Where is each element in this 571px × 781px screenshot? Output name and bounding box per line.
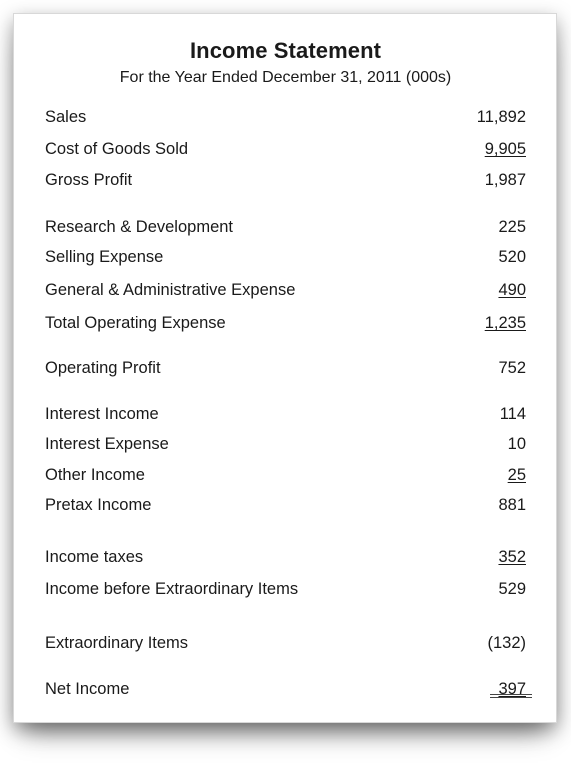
row-label: Interest Expense <box>45 435 169 453</box>
row-interest-expense <box>45 433 526 455</box>
row-label: Net Income <box>45 680 130 698</box>
row-label: Income taxes <box>45 548 144 566</box>
row-extraordinary-items <box>45 632 526 654</box>
row-label: Pretax Income <box>45 496 152 514</box>
row-label: Other Income <box>45 466 145 484</box>
row-value: 397 <box>498 680 526 698</box>
row-interest-income <box>45 403 526 425</box>
row-label: Selling Expense <box>45 248 164 266</box>
row-label: Income before Extraordinary Items <box>45 580 299 598</box>
row-value: 520 <box>498 248 526 266</box>
row-value: 225 <box>498 218 526 236</box>
row-cost-of-goods-sold <box>45 138 526 160</box>
row-value: 352 <box>498 548 526 566</box>
row-gross-profit <box>45 169 526 191</box>
row-label: Cost of Goods Sold <box>45 140 189 158</box>
row-value: 11,892 <box>476 108 526 126</box>
row-value: 490 <box>498 281 526 299</box>
row-label: Gross Profit <box>45 171 133 189</box>
row-label: Operating Profit <box>45 359 161 377</box>
row-research-development <box>45 216 526 238</box>
row-value: 114 <box>499 405 526 423</box>
row-value: 25 <box>507 466 526 484</box>
row-value: 881 <box>498 496 526 514</box>
row-value: 1,987 <box>484 171 526 189</box>
row-general-administrative-expense <box>45 279 526 301</box>
row-label: Research & Development <box>45 218 234 236</box>
row-label: Interest Income <box>45 405 159 423</box>
row-label: Sales <box>45 108 87 126</box>
row-value: 10 <box>507 435 526 453</box>
statement-title: Income Statement <box>189 38 382 63</box>
row-income-before-extraordinary-items <box>45 578 526 600</box>
row-value: 529 <box>498 580 526 598</box>
row-value: 1,235 <box>484 314 526 332</box>
row-label: Extraordinary Items <box>45 634 189 652</box>
row-income-taxes <box>45 546 526 568</box>
row-value: (132) <box>487 634 526 652</box>
row-selling-expense <box>45 246 526 268</box>
row-sales <box>45 106 526 128</box>
row-pretax-income <box>45 494 526 516</box>
row-value: 752 <box>498 359 526 377</box>
row-value: 9,905 <box>484 140 526 158</box>
double-underline-second <box>490 697 532 698</box>
row-label: General & Administrative Expense <box>45 281 296 299</box>
row-other-income <box>45 464 526 486</box>
statement-subtitle: For the Year Ended December 31, 2011 (000s) <box>119 69 452 86</box>
row-total-operating-expense <box>45 312 526 334</box>
double-underline <box>490 694 532 695</box>
row-operating-profit <box>45 357 526 379</box>
row-net-income <box>45 678 526 700</box>
row-label: Total Operating Expense <box>45 314 226 332</box>
